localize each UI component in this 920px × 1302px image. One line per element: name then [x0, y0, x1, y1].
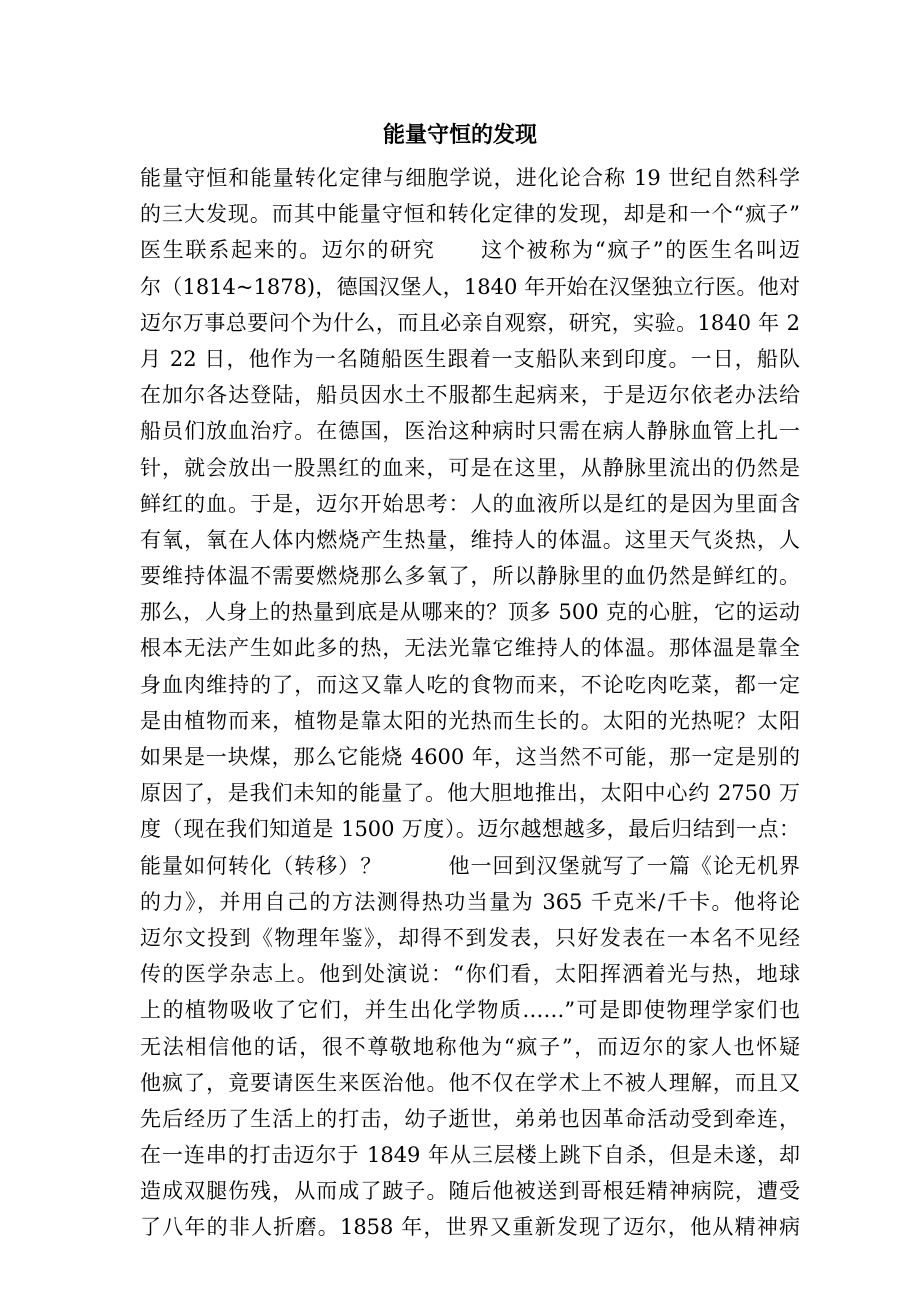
text-line: 无法相信他的话，很不尊敬地称他为“疯子”，而迈尔的家人也怀疑 — [140, 1034, 800, 1059]
text-line: 先后经历了生活上的打击，幼子逝世，弟弟也因革命活动受到牵连， — [140, 1106, 800, 1131]
article-body — [140, 160, 800, 1246]
text-line: 针，就会放出一股黑红的血来，可是在这里，从静脉里流出的仍然是 — [140, 455, 800, 480]
text-line: 能量如何转化（转移）？ 他一回到汉堡就写了一篇《论无机界 — [140, 853, 800, 878]
text-line: 月 22 日，他作为一名随船医生跟着一支船队来到印度。一日，船队 — [140, 346, 800, 371]
text-line: 那么，人身上的热量到底是从哪来的？顶多 500 克的心脏，它的运动 — [140, 600, 800, 625]
text-line: 他疯了，竟要请医生来医治他。他不仅在学术上不被人理解，而且又 — [140, 1070, 800, 1095]
text-line: 迈尔万事总要问个为什么，而且必亲自观察，研究，实验。1840 年 2 — [140, 310, 800, 335]
text-line: 是由植物而来，植物是靠太阳的光热而生长的。太阳的光热呢？太阳 — [140, 708, 800, 733]
text-line: 原因了，是我们未知的能量了。他大胆地推出，太阳中心约 2750 万 — [140, 781, 800, 806]
text-line: 如果是一块煤，那么它能烧 4600 年，这当然不可能，那一定是别的 — [140, 745, 800, 769]
text-line: 身血肉维持的了，而这又靠人吃的食物而来，不论吃肉吃菜，都一定 — [140, 672, 800, 697]
text-line: 有氧，氧在人体内燃烧产生热量，维持人的体温。这里天气炎热，人 — [140, 527, 800, 552]
text-line: 尔（1814~1878)，德国汉堡人，1840 年开始在汉堡独立行医。他对 — [140, 274, 800, 299]
text-line: 造成双腿伤残，从而成了跛子。随后他被送到哥根廷精神病院，遭受 — [140, 1179, 800, 1204]
text-line: 根本无法产生如此多的热，无法光靠它维持人的体温。那体温是靠全 — [140, 636, 800, 661]
text-line: 的三大发现。而其中能量守恒和转化定律的发现，却是和一个“疯子” — [140, 202, 800, 227]
text-line: 鲜红的血。于是，迈尔开始思考：人的血液所以是红的是因为里面含 — [140, 491, 800, 516]
text-line: 医生联系起来的。迈尔的研究 这个被称为“疯子”的医生名叫迈 — [140, 238, 800, 263]
text-line: 的力》，并用自己的方法测得热功当量为 365 千克米/千卡。他将论 — [140, 889, 800, 914]
text-line: 度（现在我们知道是 1500 万度）。迈尔越想越多，最后归结到一点： — [140, 817, 800, 842]
page-title: 能量守恒的发现 — [382, 122, 537, 148]
text-line: 在一连串的打击迈尔于 1849 年从三层楼上跳下自杀，但是未遂，却 — [140, 1143, 800, 1168]
text-line: 传的医学杂志上。他到处演说：“你们看，太阳挥洒着光与热，地球 — [140, 962, 800, 987]
text-line: 船员们放血治疗。在德国，医治这种病时只需在病人静脉血管上扎一 — [140, 419, 800, 444]
text-line: 能量守恒和能量转化定律与细胞学说，进化论合称 19 世纪自然科学 — [140, 166, 800, 190]
text-line: 要维持体温不需要燃烧那么多氧了，所以静脉里的血仍然是鲜红的。 — [140, 564, 800, 589]
text-line: 上的植物吸收了它们，并生出化学物质……”可是即使物理学家们也 — [140, 998, 800, 1023]
text-line: 在加尔各达登陆，船员因水土不服都生起病来，于是迈尔依老办法给 — [140, 383, 800, 408]
text-line: 迈尔文投到《物理年鉴》，却得不到发表，只好发表在一本名不见经 — [140, 925, 800, 950]
text-line: 了八年的非人折磨。1858 年，世界又重新发现了迈尔，他从精神病 — [140, 1215, 800, 1240]
